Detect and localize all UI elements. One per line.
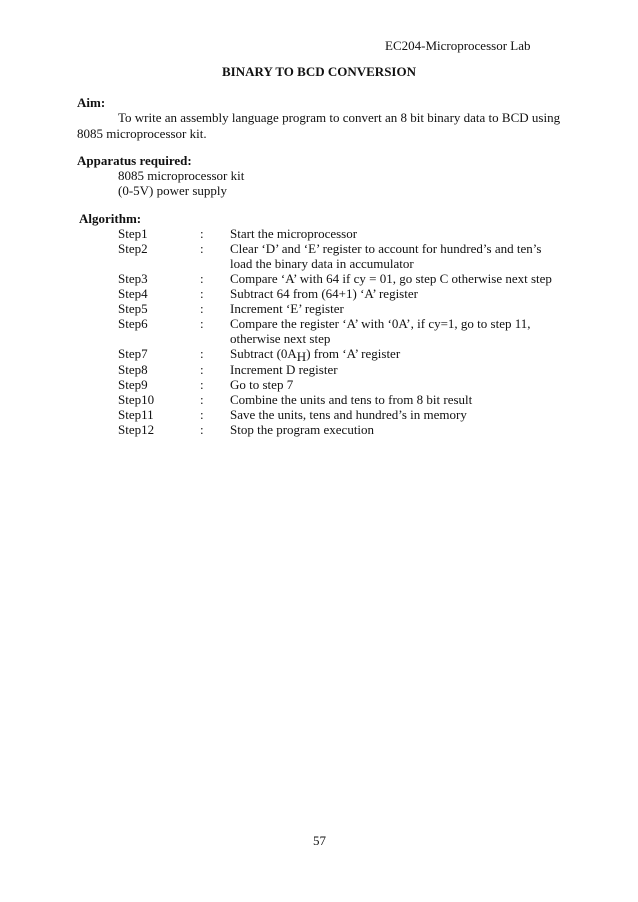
- step-description: [230, 346, 560, 364]
- step-description: Subtract 64 from (64+1) ‘A’ register: [230, 286, 418, 301]
- step-name: Step9: [118, 377, 148, 392]
- aim-text-line2: 8085 microprocessor kit.: [77, 126, 207, 141]
- step-separator: :: [200, 346, 204, 361]
- apparatus-heading: Apparatus required:: [77, 153, 192, 168]
- step-name: Step6: [118, 316, 148, 331]
- step-separator: :: [200, 362, 204, 377]
- step-description: Increment D register: [230, 362, 338, 377]
- aim-text-line1: To write an assembly language program to convert an 8 bit binary data to BCD using: [118, 110, 561, 125]
- algorithm-heading: Algorithm:: [79, 211, 142, 226]
- step-name: Step4: [118, 286, 148, 301]
- step-separator: :: [200, 407, 204, 422]
- step-name: Step1: [118, 226, 148, 241]
- step-description: Combine the units and tens to from 8 bit result: [230, 392, 473, 407]
- page-number: 57: [313, 833, 326, 848]
- step-separator: :: [200, 422, 204, 437]
- step-separator: :: [200, 377, 204, 392]
- step-name: Step7: [118, 346, 148, 361]
- step-separator: :: [200, 226, 204, 241]
- step-name: Step10: [118, 392, 155, 407]
- step-description: Save the units, tens and hundred’s in memory: [230, 407, 467, 422]
- step-separator: :: [200, 301, 204, 316]
- step-separator: :: [200, 271, 204, 286]
- hex-subscript: H: [296, 349, 307, 364]
- running-header: EC204-Microprocessor Lab: [385, 38, 531, 53]
- step-description: Compare the register ‘A’ with ‘0A’, if cy=1, go to step 11, otherwise next step: [230, 316, 531, 346]
- aim-heading: Aim:: [77, 95, 106, 110]
- step-separator: :: [200, 241, 204, 256]
- step-description: Increment ‘E’ register: [230, 301, 344, 316]
- apparatus-item: (0-5V) power supply: [118, 183, 228, 198]
- step-name: Step3: [118, 271, 148, 286]
- step-name: Step11: [118, 407, 154, 422]
- step-name: Step8: [118, 362, 148, 377]
- step-description-part: Subtract (0A: [230, 346, 297, 361]
- step-description: Compare ‘A’ with 64 if cy = 01, go step C otherwise next step: [230, 271, 552, 286]
- step-name: Step5: [118, 301, 148, 316]
- apparatus-item: 8085 microprocessor kit: [118, 168, 245, 183]
- step-description-part: ) from ‘A’ register: [306, 346, 401, 361]
- page-title: BINARY TO BCD CONVERSION: [222, 64, 416, 79]
- step-separator: :: [200, 392, 204, 407]
- step-description: Clear ‘D’ and ‘E’ register to account for hundred’s and ten’s load the binary data in accumulator: [230, 241, 542, 271]
- step-name: Step2: [118, 241, 148, 256]
- step-description: Go to step 7: [230, 377, 294, 392]
- step-separator: :: [200, 316, 204, 331]
- step-description: Start the microprocessor: [230, 226, 358, 241]
- step-description: Stop the program execution: [230, 422, 375, 437]
- step-name: Step12: [118, 422, 155, 437]
- step-separator: :: [200, 286, 204, 301]
